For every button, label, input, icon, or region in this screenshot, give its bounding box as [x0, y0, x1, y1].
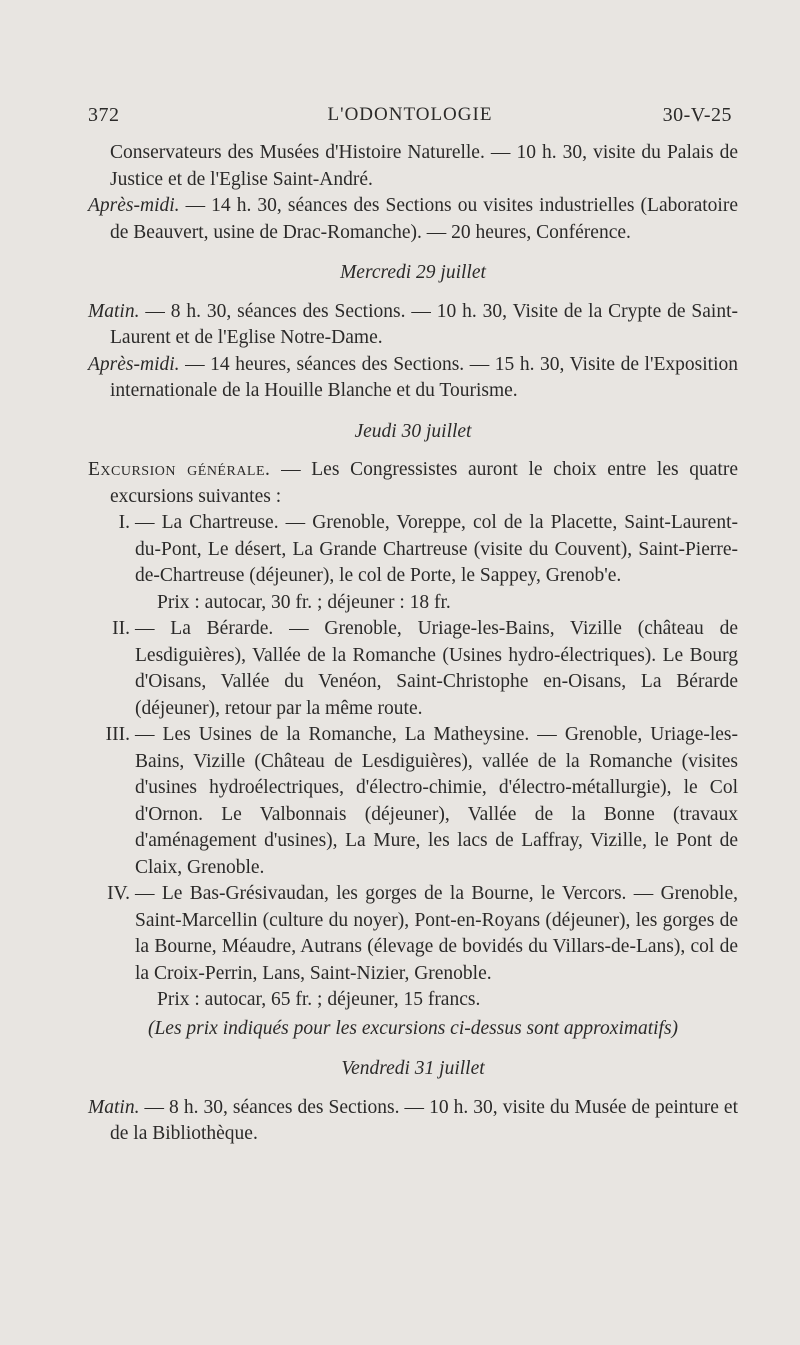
item-text: — Les Usines de la Romanche, La Matheysine. — Grenoble, Uriage-les-Bains, Vizille (Château de Lesdiguières), vallée de la Romanche (visites d'usines hydroélectriques, d'électro-chimie, d'électro-métallurgie), le Col d'Ornon. Le Valbonnais (déjeuner), Vallée de la Bonne (travaux d'aménagement d'usines), La Mure, les lacs de Laffray, Vizille, le Pont de Claix, Grenoble. — [135, 724, 738, 878]
excursion-item — [88, 881, 738, 1014]
paragraph-text: — Les Congressistes auront le choix entre les quatre excursions suivantes : — [110, 459, 738, 507]
item-price: Prix : autocar, 65 fr. ; déjeuner, 15 francs. — [157, 989, 481, 1010]
price-note: (Les prix indiqués pour les excursions ci-dessus sont approximatifs) — [147, 1017, 679, 1039]
item-text: — Le Bas-Grésivaudan, les gorges de la Bourne, le Vercors. — Grenoble, Saint-Marcellin (culture du noyer), Pont-en-Royans (déjeuner), les gorges de la Bourne, Méaudre, Autrans (élevage de bovidés du Villars-de-Lans), col de la Croix-Perrin, Lans, Saint-Nizier, Grenoble. — [135, 883, 738, 984]
item-number: III. — [105, 724, 130, 745]
running-header — [88, 104, 732, 134]
issue-date: 30-V-25 — [662, 104, 732, 126]
excursion-item — [88, 616, 738, 722]
time-label: Après-midi. — [88, 353, 180, 375]
item-text: — La Bérarde. — Grenoble, Uriage-les-Bains, Vizille (château de Lesdiguières), Vallée de la Romanche (Usines hydro-électriques). Le Bourg d'Oisans, Vallée du Venéon, Saint-Christophe en-Oisans, La Bérarde (déjeuner), retour par la même route. — [135, 618, 738, 719]
paragraph-text: — 8 h. 30, séances des Sections. — 10 h. 30, Visite de la Crypte de Saint-Laurent et de l'Eglise Notre-Dame. — [110, 300, 738, 348]
paragraph-text: — 14 h. 30, séances des Sections ou visites industrielles (Laboratoire de Beauvert, usine de Drac-Romanche). — 20 heures, Conférence. — [110, 195, 738, 243]
item-number: II. — [112, 618, 130, 639]
excursion-item — [88, 510, 738, 616]
paragraph — [88, 352, 738, 405]
day-heading: Vendredi 31 juillet — [341, 1058, 485, 1079]
excursion-item — [88, 722, 738, 881]
paragraph — [88, 193, 738, 246]
paragraph — [88, 1095, 738, 1148]
time-label: Après-midi. — [88, 195, 180, 216]
page-body — [88, 140, 738, 1148]
journal-title: L'ODONTOLOGIE — [327, 104, 493, 125]
paragraph-text: — 8 h. 30, séances des Sections. — 10 h. 30, visite du Musée de peinture et de la Bibliothèque. — [110, 1096, 738, 1144]
time-label: Matin. — [88, 1096, 140, 1118]
item-price: Prix : autocar, 30 fr. ; déjeuner : 18 fr. — [157, 591, 451, 613]
day-heading: Mercredi 29 juillet — [340, 262, 486, 283]
paragraph — [88, 299, 738, 352]
paragraph — [88, 457, 738, 510]
item-text: — La Chartreuse. — Grenoble, Voreppe, col de la Placette, Saint-Laurent-du-Pont, Le désert, La Grande Chartreuse (visite du Couvent), Saint-Pierre-de-Chartreuse (déjeuner), le col de Porte, le Sappey, Grenob'e. — [135, 512, 738, 586]
section-label: Excursion générale. — [88, 459, 271, 480]
paragraph-text: — 14 heures, séances des Sections. — 15 h. 30, Visite de l'Exposition internationale de la Houille Blanche et du Tourisme. — [110, 353, 738, 401]
paragraph: Conservateurs des Musées d'Histoire Naturelle. — 10 h. 30, visite du Palais de Justice et de l'Eglise Saint-André. — [110, 142, 738, 190]
time-label: Matin. — [88, 300, 140, 322]
page-number: 372 — [88, 104, 120, 126]
item-number: IV. — [107, 883, 130, 904]
day-heading: Jeudi 30 juillet — [354, 420, 472, 442]
item-number: I. — [118, 512, 130, 533]
